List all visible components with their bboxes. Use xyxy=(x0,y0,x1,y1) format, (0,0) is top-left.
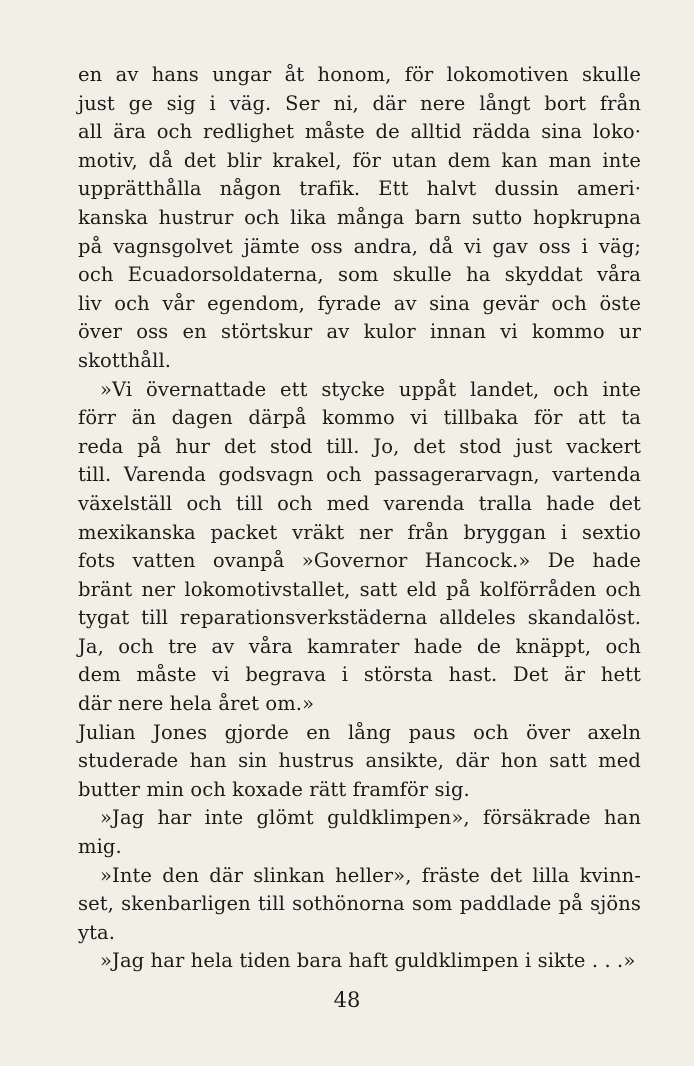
text-line: upprätthålla någon trafik. Ett halvt dussin ameri· xyxy=(78,177,641,201)
text-line: skotthåll. xyxy=(78,348,172,372)
text-line: växelställ och till och med varenda tralla hade det xyxy=(78,491,641,515)
text-line: »Vi övernattade ett stycke uppåt landet, och inte xyxy=(100,377,641,401)
page-number: 48 xyxy=(333,988,361,1012)
text-line: en av hans ungar åt honom, för lokomotiven skulle xyxy=(78,63,641,86)
body-text xyxy=(78,61,641,976)
text-line: och Ecuadorsoldaterna, som skulle ha skyddat våra xyxy=(78,263,641,287)
text-line: fots vatten ovanpå »Governor Hancock.» De hade xyxy=(78,549,641,573)
text-line: set, skenbarligen till sothönorna som paddlade på sjöns xyxy=(78,892,641,916)
text-line: Ja, och tre av våra kamrater hade de knäppt, och xyxy=(78,634,641,658)
text-line: till. Varenda godsvagn och passagerarvagn, vartenda xyxy=(78,463,641,487)
text-line: motiv, då det blir krakel, för utan dem kan man inte xyxy=(78,148,641,172)
text-line: mig. xyxy=(78,835,122,859)
text-line: dem måste vi begrava i största hast. Det är hett xyxy=(78,663,641,687)
text-line: studerade han sin hustrus ansikte, där hon satt med xyxy=(78,749,641,773)
text-line: bränt ner lokomotivstallet, satt eld på kolförråden och xyxy=(78,577,641,601)
text-line: »Jag har inte glömt guldklimpen», försäkrade han xyxy=(100,806,641,830)
text-line: all ära och redlighet måste de alltid rädda sina loko· xyxy=(78,120,641,144)
text-line: där nere hela året om.» xyxy=(78,692,315,716)
text-line: just ge sig i väg. Ser ni, där nere långt bort från xyxy=(78,91,641,115)
text-line: butter min och koxade rätt framför sig. xyxy=(78,777,470,801)
text-line: mexikanska packet vräkt ner från bryggan i sextio xyxy=(78,520,641,544)
text-line: kanska hustrur och lika många barn sutto hopkrupna xyxy=(78,205,641,229)
text-line: förr än dagen därpå kommo vi tillbaka för att ta xyxy=(78,406,641,430)
text-line: Julian Jones gjorde en lång paus och över axeln xyxy=(78,720,641,744)
text-line: yta. xyxy=(78,920,116,944)
text-line: »Inte den där slinkan heller», fräste det lilla kvinn- xyxy=(100,863,641,887)
text-line: reda på hur det stod till. Jo, det stod just vackert xyxy=(78,434,641,458)
text-line: tygat till reparationsverkstäderna alldeles skandalöst. xyxy=(78,606,641,630)
text-line: »Jag har hela tiden bara haft guldklimpen i sikte . . .» xyxy=(100,949,636,973)
text-line: liv och vår egendom, fyrade av sina gevär och öste xyxy=(78,291,641,315)
text-line: över oss en störtskur av kulor innan vi kommo ur xyxy=(78,320,641,344)
text-line: på vagnsgolvet jämte oss andra, då vi gav oss i väg; xyxy=(78,234,641,258)
